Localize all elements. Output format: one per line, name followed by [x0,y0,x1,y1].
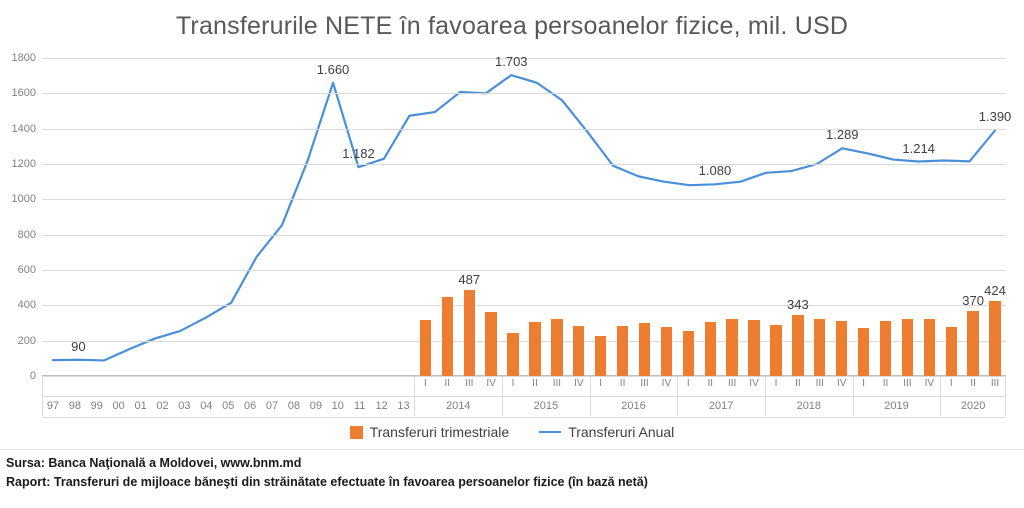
x-axis-separator [502,376,503,416]
x-axis-quarter-year-label: 2020 [960,400,986,412]
x-axis-quarter-year-label: 2017 [708,400,734,412]
x-axis-quarter-year-label: 2019 [884,400,909,412]
y-axis-tick-label: 0 [29,370,36,382]
x-axis-band-top-border [42,376,1006,377]
line-value-label: 1.080 [698,163,732,179]
y-axis-tick-label: 1800 [11,52,36,64]
x-axis [42,376,1006,422]
x-axis-year-label: 00 [112,400,125,412]
y-axis-tick-label: 1000 [11,193,36,206]
bar [880,321,891,376]
x-axis-quarter-label: II [707,378,713,389]
grid-line [42,93,1006,94]
bar [551,319,562,376]
x-axis-band-mid-border [42,396,1006,397]
x-axis-quarter-label: II [882,378,889,389]
x-axis-year-label: 09 [309,400,322,412]
footnote-source: Sursa: Banca Naţională a Moldovei, www.bnm.md [6,456,302,470]
line-value-label: 1.182 [342,146,375,162]
x-axis-year-label: 98 [68,400,81,412]
x-axis-separator [940,376,941,416]
x-axis-year-label: 03 [178,400,191,412]
x-axis-year-label: 01 [134,400,147,412]
line-value-label: 1.390 [978,109,1012,125]
bar [507,333,518,376]
bar [705,322,716,376]
y-axis-tick-label: 1400 [11,122,36,135]
bar [814,319,825,376]
x-axis-quarter-label: II [619,378,626,389]
x-axis-year-label: 12 [375,400,388,412]
x-axis-quarter-label: II [444,378,451,389]
grid-line [42,199,1006,200]
bar [442,297,453,376]
x-axis-separator [1005,376,1006,416]
bar-swatch-icon [350,426,363,439]
x-axis-year-label: 02 [156,400,169,412]
bar-value-label: 487 [458,271,481,287]
grid-line [42,270,1006,271]
x-axis-quarter-label: III [815,378,824,389]
bar-value-label: 343 [787,297,809,313]
x-axis-quarter-label: IV [574,378,584,389]
x-axis-separator [853,376,854,416]
line-swatch-icon [539,431,561,433]
bar [683,331,694,376]
bar [485,312,496,376]
bar [792,315,803,376]
bar [967,311,978,376]
bar [420,320,431,376]
x-axis-quarter-label: II [795,378,801,389]
y-axis-tick-label: 800 [17,228,36,241]
x-axis-quarter-label: III [465,378,474,389]
footnote-report: Raport: Transferuri de mijloace băneşti din străinătate efectuate în favoarea persoanelor fizice (în bază netă) [6,475,648,489]
y-axis-tick-label: 1200 [11,158,36,170]
x-axis-quarter-year-label: 2015 [533,400,559,412]
legend-label-quarterly: Transferuri trimestriale [369,424,510,440]
bar [617,326,628,376]
bar [573,326,584,376]
x-axis-year-label: 13 [397,400,410,412]
y-axis-tick-label: 400 [17,299,36,312]
x-axis-quarter-label: IV [749,378,759,389]
x-axis-separator [414,376,415,416]
x-axis-year-label: 97 [46,400,60,412]
x-axis-quarter-label: I [424,378,427,389]
x-axis-year-label: 99 [90,400,103,412]
line-value-label: 1.289 [825,127,859,143]
x-axis-quarter-year-label: 2014 [446,400,471,412]
grid-line [42,305,1006,306]
x-axis-quarter-label: I [949,378,953,389]
bar-value-label: 370 [962,292,984,308]
y-axis-tick-label: 200 [17,334,36,347]
x-axis-separator [42,376,43,416]
bar [836,321,847,376]
x-axis-quarter-label: IV [661,378,672,389]
line-value-label: 90 [71,338,86,354]
y-axis-tick-label: 1600 [11,87,36,100]
annual-line-path [53,75,995,360]
bar [858,328,869,376]
bar [529,322,540,376]
x-axis-separator [765,376,766,416]
plot-area [11,52,1012,382]
x-axis-quarter-label: III [990,378,1000,389]
grid-line [42,164,1006,165]
grid-line [42,129,1006,130]
x-axis-quarter-label: I [774,378,778,389]
bar [748,320,759,376]
bar [902,319,913,376]
x-axis-quarter-label: III [903,378,912,389]
x-axis-year-label: 04 [200,400,213,412]
x-axis-quarter-label: I [686,378,690,389]
chart-legend [0,424,1024,440]
x-axis-year-label: 11 [353,400,366,412]
y-axis-tick-label: 600 [17,264,36,276]
bar [639,323,650,376]
bar [595,336,606,376]
x-axis-quarter-year-label: 2016 [621,400,646,412]
bar [726,319,737,376]
x-axis-separator [590,376,591,416]
bar [989,301,1000,376]
x-axis-quarter-label: I [511,378,515,389]
legend-item-quarterly[interactable] [350,424,510,440]
legend-label-annual: Transferuri Anual [568,424,675,440]
page-title: Transferurile NETE în favoarea persoanelor fizice, mil. USD [175,12,849,40]
line-value-label: 1.660 [316,61,350,77]
x-axis-separator [677,376,678,416]
x-axis-quarter-label: III [727,378,737,389]
bar [661,327,672,376]
x-axis-year-label: 08 [287,400,301,412]
bar-value-label: 424 [984,283,1006,299]
x-axis-quarter-label: I [599,378,603,389]
x-axis-quarter-year-label: 2018 [796,400,822,412]
bar [946,327,957,376]
x-axis-quarter-label: III [552,378,562,389]
x-axis-year-label: 10 [331,400,344,412]
x-axis-quarter-label: IV [836,378,847,389]
x-axis-quarter-label: III [640,378,649,389]
x-axis-band-bottom-border [42,417,1006,418]
bar [770,325,781,376]
x-axis-quarter-label: IV [486,378,496,389]
footnotes [6,456,1016,494]
x-axis-quarter-label: IV [924,378,935,389]
x-axis-year-label: 06 [244,400,257,412]
legend-item-annual[interactable] [539,424,674,440]
line-value-label: 1.214 [902,140,935,156]
bar [924,319,935,376]
x-axis-quarter-label: II [532,378,538,389]
footer-divider [0,449,1024,450]
line-value-label: 1.703 [494,54,528,70]
x-axis-year-label: 07 [265,400,279,412]
x-axis-quarter-label: I [862,378,865,389]
grid-line [42,235,1006,236]
x-axis-quarter-label: II [970,378,976,389]
bar [464,290,475,376]
x-axis-year-label: 05 [222,400,235,412]
